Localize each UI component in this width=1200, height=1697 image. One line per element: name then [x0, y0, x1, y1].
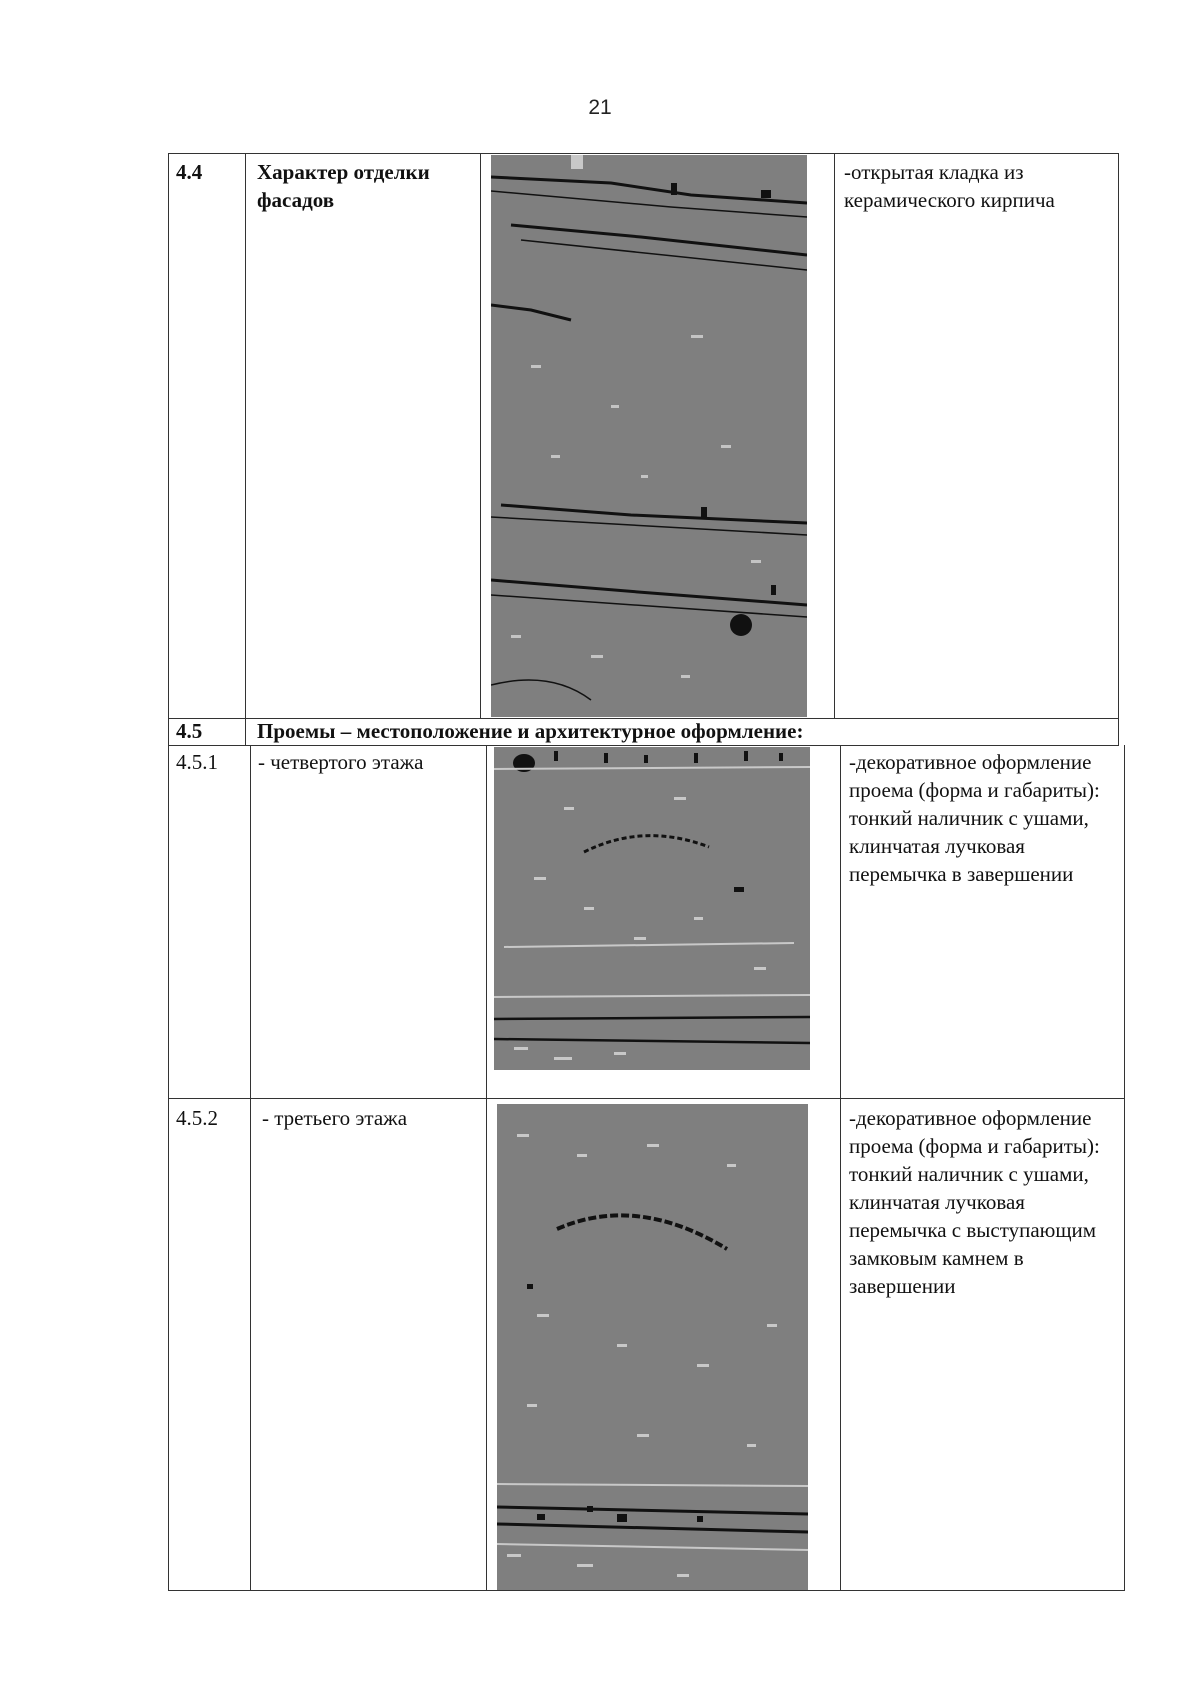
facade-masonry-photo	[491, 155, 807, 717]
row-number: 4.5.1	[176, 750, 218, 774]
row-number: 4.4	[176, 160, 203, 184]
third-floor-window-photo	[497, 1104, 808, 1590]
row-title: - четвертого этажа	[258, 750, 424, 774]
row-number: 4.5	[176, 719, 203, 743]
fourth-floor-window-photo	[494, 747, 810, 1070]
page-number: 21	[588, 96, 612, 119]
row-number: 4.5.2	[176, 1106, 218, 1130]
row-title: - третьего этажа	[262, 1106, 408, 1130]
row-description: -декоративное оформление проема (форма и габариты): тонкий наличник с ушами, клинчатая лучковая перемычка с выступающим замковым камнем в завершении	[849, 1106, 1100, 1298]
section-heading: Проемы – местоположение и архитектурное оформление:	[257, 719, 804, 743]
row-description: -открытая кладка из керамического кирпича	[844, 160, 1055, 212]
row-description: -декоративное оформление проема (форма и габариты): тонкий наличник с ушами, клинчатая лучковая перемычка в завершении	[849, 750, 1100, 886]
row-title: Характер отделки фасадов	[257, 160, 430, 212]
